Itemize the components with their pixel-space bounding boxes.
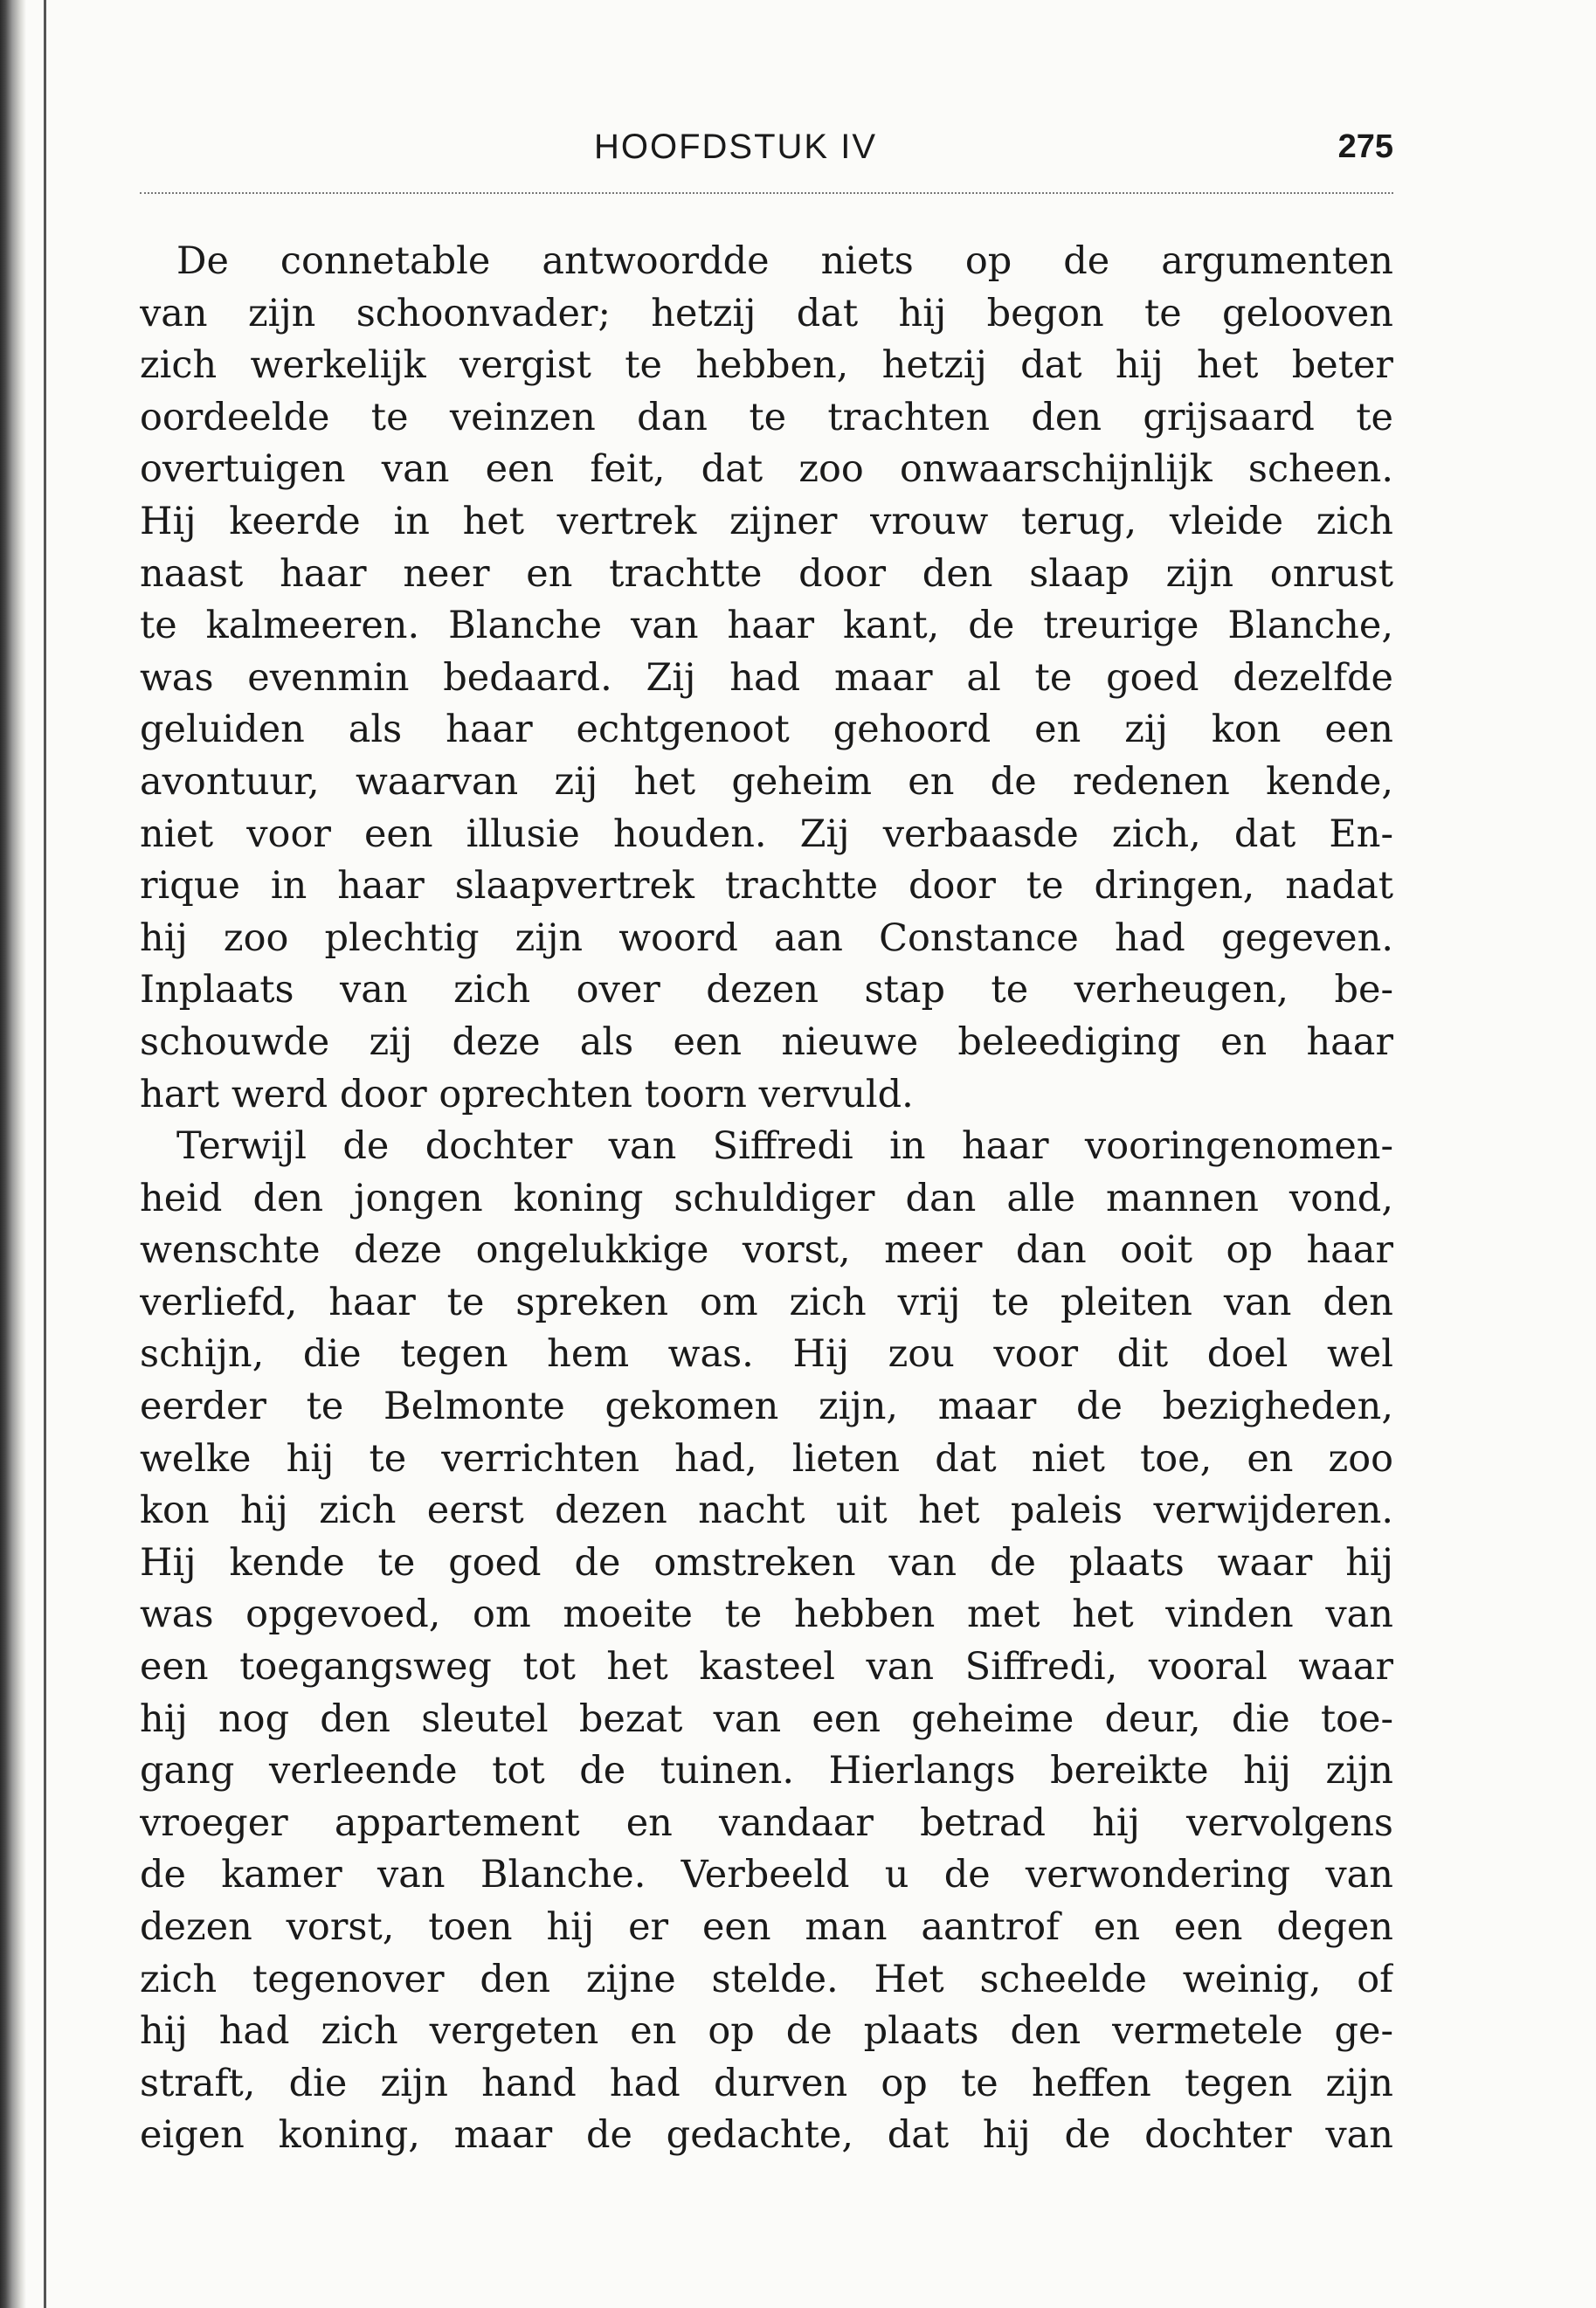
text-line: hij had zich vergeten en op de plaats den vermetele ge- <box>140 2009 1393 2054</box>
text-line: heid den jongen koning schuldiger dan alle mannen vond, <box>140 1176 1393 1220</box>
text-line: van zijn schoonvader; hetzij dat hij begon te gelooven <box>140 291 1393 335</box>
text-line: eerder te Belmonte gekomen zijn, maar de bezigheden, <box>140 1385 1393 1429</box>
text-line: te kalmeeren. Blanche van haar kant, de treurige Blanche, <box>140 604 1393 648</box>
text-line: hart werd door oprechten toorn vervuld. <box>140 1072 914 1116</box>
text-line: rique in haar slaapvertrek trachtte door te dringen, nadat <box>140 864 1393 909</box>
page-number: 275 <box>1337 128 1393 165</box>
text-line: geluiden als haar echtgenoot gehoord en zij kon een <box>140 708 1393 752</box>
binding-edge <box>0 0 26 2308</box>
text-line: Terwijl de dochter van Siffredi in haar vooringenomen- <box>176 1124 1393 1169</box>
text-line: oordeelde te veinzen dan te trachten den grijsaard te <box>140 395 1393 439</box>
text-line: Hij kende te goed de omstreken van de plaats waar hij <box>140 1540 1393 1585</box>
text-line: de kamer van Blanche. Verbeeld u de verwondering van <box>140 1853 1393 1897</box>
text-line: hij nog den sleutel bezat van een geheime deur, die toe- <box>140 1696 1393 1741</box>
text-line: vroeger appartement en vandaar betrad hij vervolgens <box>140 1800 1393 1845</box>
header-rule <box>140 192 1393 194</box>
text-line: was opgevoed, om moeite te hebben met het vinden van <box>140 1593 1393 1637</box>
binding-line <box>44 0 46 2308</box>
text-line: niet voor een illusie houden. Zij verbaasde zich, dat En- <box>140 812 1393 856</box>
text-line: Inplaats van zich over dezen stap te verheugen, be- <box>140 968 1393 1012</box>
paragraph-2 <box>140 1121 1393 2162</box>
text-line: eigen koning, maar de gedachte, dat hij de dochter van <box>140 2113 1393 2158</box>
text-line: schijn, die tegen hem was. Hij zou voor dit doel wel <box>140 1332 1393 1377</box>
text-line: straft, die zijn hand had durven op te heffen tegen zijn <box>140 2061 1393 2105</box>
text-line: gang verleende tot de tuinen. Hierlangs bereikte hij zijn <box>140 1749 1393 1793</box>
text-line: schouwde zij deze als een nieuwe beleediging en haar <box>140 1019 1393 1064</box>
text-line: kon hij zich eerst dezen nacht uit het paleis verwijderen. <box>140 1489 1393 1533</box>
text-line: zich tegenover den zijne stelde. Het scheelde weinig, of <box>140 1957 1393 2001</box>
text-line: De connetable antwoordde niets op de argumenten <box>176 239 1393 283</box>
page-header <box>140 121 1393 173</box>
text-line: naast haar neer en trachtte door den slaap zijn onrust <box>140 551 1393 596</box>
text-line: welke hij te verrichten had, lieten dat niet toe, en zoo <box>140 1436 1393 1481</box>
paragraph-1 <box>140 236 1393 1121</box>
text-line: wenschte deze ongelukkige vorst, meer dan ooit op haar <box>140 1228 1393 1273</box>
text-line: zich werkelijk vergist te hebben, hetzij dat hij het beter <box>140 343 1393 388</box>
text-line: avontuur, waarvan zij het geheim en de redenen kende, <box>140 759 1393 804</box>
text-line: verliefd, haar te spreken om zich vrij te pleiten van den <box>140 1280 1393 1324</box>
text-line: hij zoo plechtig zijn woord aan Constance had gegeven. <box>140 916 1393 960</box>
text-line: was evenmin bedaard. Zij had maar al te goed dezelfde <box>140 655 1393 700</box>
running-title: HOOFDSTUK IV <box>594 128 878 166</box>
text-line: overtuigen van een feit, dat zoo onwaarschijnlijk scheen. <box>140 447 1393 492</box>
text-line: een toegangsweg tot het kasteel van Siffredi, vooral waar <box>140 1645 1393 1690</box>
text-line: dezen vorst, toen hij er een man aantrof en een degen <box>140 1905 1393 1949</box>
body-text <box>140 236 1393 2162</box>
text-line: Hij keerde in het vertrek zijner vrouw terug, vleide zich <box>140 499 1393 543</box>
